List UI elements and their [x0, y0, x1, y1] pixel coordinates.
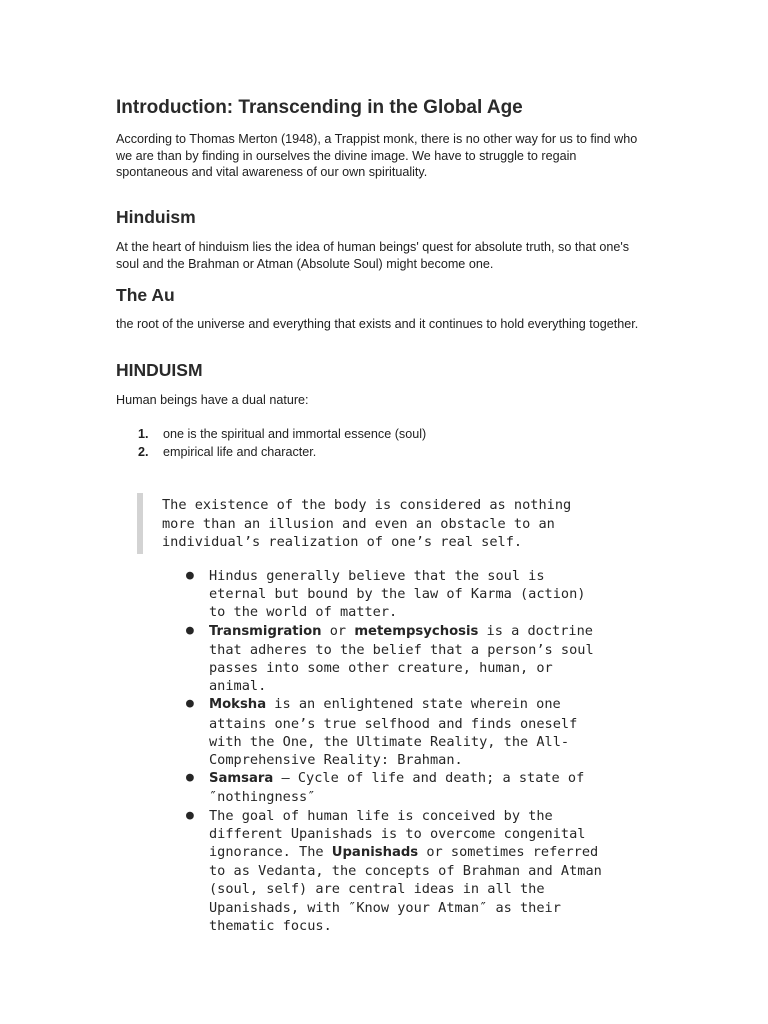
page-title: Introduction: Transcending in the Global Age — [116, 97, 523, 118]
bullet-text: or sometimes referred to as Vedanta, the concepts of Brahman and Atman (soul, self) are central ideas in all the Upanishads, with ″Know your Atman″ as their thematic focus. — [209, 844, 602, 934]
term-upanishads: Upanishads — [331, 845, 419, 861]
list-item — [184, 695, 604, 769]
list-number: 1. — [138, 427, 149, 441]
bullet-text: The goal of human life is conceived by the different Upanishads is to overcome congenital ignorance. The — [209, 807, 586, 861]
term-transmigration: Transmigration — [209, 623, 322, 639]
term-metempsychosis: metempsychosis — [354, 623, 479, 639]
bullet-icon: ● — [186, 622, 194, 638]
list-item — [116, 443, 426, 461]
list-number: 2. — [138, 445, 149, 459]
heading-hinduism: Hinduism — [116, 207, 196, 227]
bullet-icon: ● — [186, 696, 194, 712]
list-item-text: one is the spiritual and immortal essence (soul) — [163, 427, 427, 441]
bullet-text: Hindus generally believe that the soul is eternal but bound by the law of Karma (action) to the world of matter. — [209, 568, 586, 621]
block-quote: The existence of the body is considered as nothing more than an illusion and even an obstacle to an individual’s realization of one’s real self. — [137, 493, 632, 554]
bullet-text: is an enlightened state wherein one attains one’s true selfhood and finds oneself with the One, the Ultimate Reality, the All-Comprehensive Reality: Brahman. — [209, 696, 578, 769]
bullet-list — [184, 567, 604, 935]
bullet-text: – Cycle of life and death; a state of ″nothingness″ — [209, 770, 585, 806]
heading-the-au: The Au — [116, 285, 175, 305]
bullet-icon: ● — [186, 568, 194, 583]
hinduism-paragraph: At the heart of hinduism lies the idea of human beings' quest for absolute truth, so that one's soul and the Brahman or Atman (Absolute Soul) might become one. — [116, 240, 630, 271]
the-au-paragraph: the root of the universe and everything that exists and it continues to hold everything together. — [116, 317, 639, 331]
list-item — [184, 567, 604, 622]
list-item — [184, 807, 604, 935]
term-samsara: Samsara — [209, 771, 274, 787]
list-item — [116, 425, 426, 443]
list-item — [184, 622, 604, 696]
list-item — [184, 769, 604, 806]
dual-nature-list — [116, 425, 426, 461]
intro-paragraph: According to Thomas Merton (1948), a Trappist monk, there is no other way for us to find who we are than by finding in ourselves the divine image. We have to struggle to regain spontaneous and vital awareness of our own spirituality. — [116, 132, 638, 179]
bullet-icon: ● — [186, 770, 194, 786]
term-moksha: Moksha — [209, 697, 267, 713]
list-item-text: empirical life and character. — [163, 445, 317, 459]
bullet-text: is a doctrine that adheres to the belief that a person’s soul passes into some other creature, human, or animal. — [209, 622, 594, 695]
dual-nature-paragraph: Human beings have a dual nature: — [116, 393, 309, 407]
bullet-icon: ● — [186, 807, 194, 823]
bullet-text: or — [321, 622, 355, 639]
heading-hinduism-caps: HINDUISM — [116, 360, 203, 380]
